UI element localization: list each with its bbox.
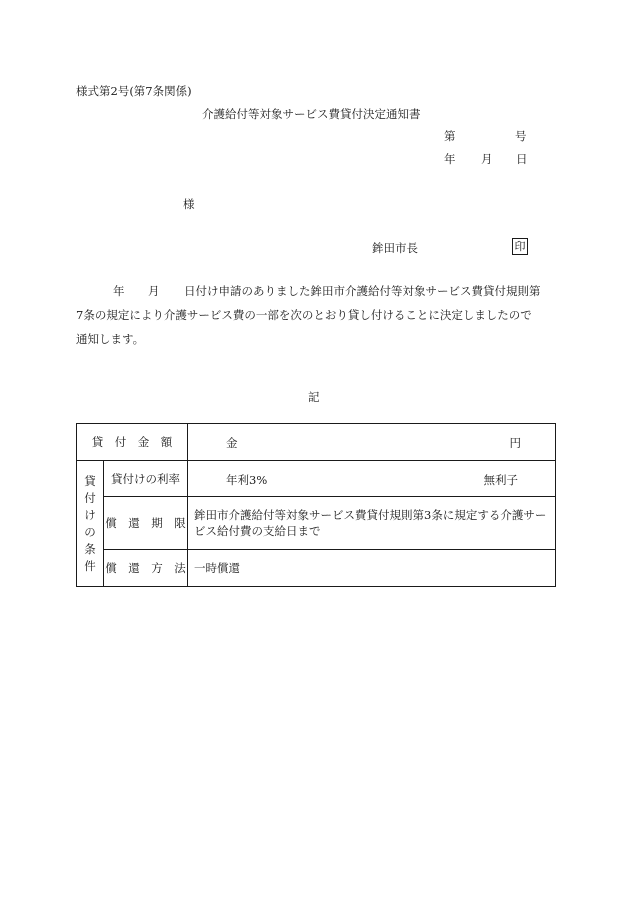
conditions-label — [77, 461, 104, 587]
conditions-char: 貸 — [84, 473, 96, 488]
term-value: 鉾田市介護給付等対象サービス費貸付規則第3条に規定する介護サービス給付費の支給日まで — [188, 497, 556, 550]
number-prefix: 第 — [444, 129, 456, 143]
addressee-honorific: 様 — [183, 197, 195, 211]
table-row-rate — [77, 461, 556, 497]
rate-option-annual: 年利3% — [226, 473, 268, 487]
conditions-char: 条 — [84, 541, 96, 556]
conditions-char: 付 — [84, 490, 96, 505]
body-line-2: 7条の規定により介護サービス費の一部を次のとおり貸し付けることに決定しましたので — [76, 308, 532, 322]
amount-cell — [188, 424, 556, 461]
term-label: 償 還 期 限 — [104, 497, 188, 550]
body-line-3: 通知します。 — [76, 332, 145, 346]
amount-prefix: 金 — [226, 436, 238, 450]
table-row-method — [77, 550, 556, 587]
issuer-name: 鉾田市長 — [372, 241, 418, 255]
rate-option-interest-free: 無利子 — [483, 473, 518, 487]
method-value: 一時償還 — [188, 550, 556, 587]
form-number-label: 様式第2号(第7条関係) — [76, 84, 192, 98]
seal-mark: 印 — [512, 238, 528, 255]
amount-unit: 円 — [509, 436, 521, 450]
body-line-1-text: 日付け申請のありました鉾田市介護給付等対象サービス費貸付規則第 — [184, 284, 541, 298]
conditions-char: け — [84, 507, 96, 522]
table-row-term — [77, 497, 556, 550]
body-month-blank: 月 — [148, 284, 160, 298]
rate-cell — [188, 461, 556, 497]
loan-details-table — [76, 423, 556, 587]
date-month: 月 — [481, 152, 493, 166]
ki-heading: 記 — [308, 390, 320, 404]
number-suffix: 号 — [515, 129, 527, 143]
document-title: 介護給付等対象サービス費貸付決定通知書 — [202, 107, 421, 121]
date-day: 日 — [516, 152, 528, 166]
body-year-blank: 年 — [113, 284, 125, 298]
amount-label: 貸 付 金 額 — [77, 424, 188, 461]
table-row-amount — [77, 424, 556, 461]
rate-label: 貸付けの利率 — [104, 461, 188, 497]
conditions-char: の — [84, 524, 96, 539]
method-label: 償 還 方 法 — [104, 550, 188, 587]
date-year: 年 — [444, 152, 456, 166]
conditions-char: 件 — [84, 558, 96, 573]
